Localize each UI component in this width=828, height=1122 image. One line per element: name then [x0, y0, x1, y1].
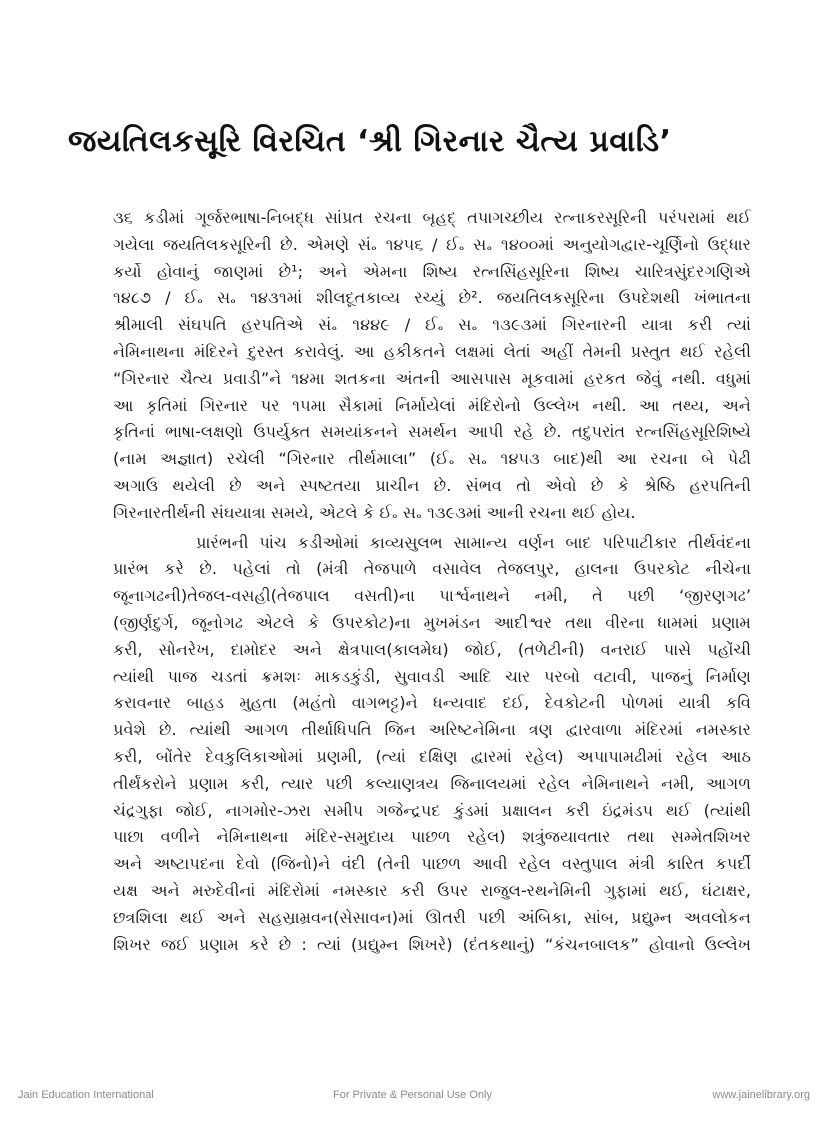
text-line: ત્યાંથી પાજ ચડતાં ક્રમશઃ માકડકુંડી, સુવાવડી આદિ ચાર પરબો વટાવી, પાજનું નિર્માણ [113, 666, 751, 686]
text-line: તીર્થંકરોને પ્રણામ કરી, ત્યાર પછી કલ્યાણત્રય જિનાલયમાં રહેલ નેમિનાથને નમી, આગળ [113, 773, 751, 793]
text-line: શિખર જઈ પ્રણામ કરે છે : ત્યાં (પ્રદ્યુમ્ન શિખરે) (દંતકથાનું) “કંચનબાલક” હોવાનો ઉલ્લેખ [113, 934, 751, 954]
text-line: (જીર્ણદુર્ગ, જૂનોગઢ એટલે કે ઉપરકોટ)ના મુખમંડન આદીશ્વર તથા વીરના ધામમાં પ્રણામ [113, 612, 751, 632]
text-line: પ્રવેશે છે. ત્યાંથી આગળ તીર્થાધિપતિ જિન અરિષ્ટનેમિના ત્રણ દ્વારવાળા મંદિરમાં નમસ્કાર [113, 720, 751, 740]
text-line: કરી, બોંતેર દેવકુલિકાઓમાં પ્રણમી, (ત્યાં દક્ષિણ દ્વારમાં રહેલ) અપાપામઢીમાં રહેલ આઠ [113, 746, 751, 766]
text-line: ગિરનારતીર્થની સંઘયાત્રા સમયે, એટલે કે ઈ૰ સ૰ ૧૩૯૩માં આની રચના થઈ હોય. [113, 502, 636, 522]
text-line: યક્ષ અને મરુદેવીનાં મંદિરોમાં નમસ્કાર કરી ઉપર રાજુલ-રથનેમિની ગુફામાં થઈ, ઘંટાક્ષર, [113, 880, 751, 900]
text-line: નેમિનાથના મંદિરને દુરસ્ત કરાવેલું. આ હકીકતને લક્ષમાં લેતાં અહીં તેમની પ્રસ્તુત થઈ રહેલી [113, 341, 751, 361]
text-line: પ્રારંભ કરે છે. પહેલાં તો (મંત્રી તેજપાળે વસાવેલ તેજલપુર, હાલના ઉપરકોટ નીચેના [113, 559, 751, 579]
page-footer [0, 1089, 828, 1105]
text-line: શ્રીમાલી સંઘપતિ હરપતિએ સં૰ ૧૪૪૯ / ઈ૰ સ૰ ૧૩૯૩માં ગિરનારની યાત્રા કરી ત્યાં [113, 315, 751, 335]
text-line: ૧૪૮૭ / ઈ૰ સ૰ ૧૪૩૧માં શીલદૂતકાવ્ય રચ્યું છે². જયતિલકસૂરિના ઉપદેશથી ખંભાતના [113, 288, 751, 308]
text-line: ગયેલા જયતિલકસૂરિની છે. એમણે સં૰ ૧૪૫૬ / ઈ૰ સ૰ ૧૪૦૦માં અનુયોગદ્વાર-ચૂર્ણિનો ઉદ્ધાર [113, 234, 751, 254]
text-line: છત્રશિલા થઈ અને સહસ્રામ્રવન(સેસાવન)માં ઊતરી પછી અંબિકા, સાંબ, પ્રદ્યુમ્ન અવલોકન [113, 907, 751, 927]
text-line: કરાવનાર બાહડ મુહતા (મહંતો વાગભટ્ટ)ને ધન્યવાદ દઈ, દેવકોટની પોળમાં યાત્રી કવિ [113, 693, 751, 713]
text-line: “ગિરનાર ચૈત્ય પ્રવાડી”ને ૧૪મા શતકના અંતની આસપાસ મૂકવામાં હરકત જેવું નથી. વધુમાં [113, 368, 751, 388]
text-line: અગાઉ થયેલી છે અને સ્પષ્ટતયા પ્રાચીન છે. સંભવ તો એવો છે કે શ્રેષ્ઠિ હરપતિની [113, 475, 751, 495]
text-line: કરી, સોનરેખ, દામોદર અને ક્ષેત્રપાલ(કાલમેઘ) જોઈ, (તળેટીની) વનરાઈ પાસે પહોંચી [113, 639, 751, 659]
footer-website-link[interactable]: www.jainelibrary.org [712, 1089, 810, 1101]
text-line: આ કૃતિમાં ગિરનાર પર ૧૫મા સૈકામાં નિર્માયેલાં મંદિરોનો ઉલ્લેખ નથી. આ તથ્ય, અને [113, 395, 751, 415]
text-line: પાછા વળીને નેમિનાથના મંદિર-સમુદાય પાછળ રહેલ) શત્રુંજયાવતાર તથા સમ્મેતશિખર [113, 827, 751, 847]
paragraph-1 [113, 205, 751, 527]
footer-publisher: Jain Education International [18, 1089, 154, 1101]
page-title: જયતિલકસૂરિ વિરચિત ‘શ્રી ગિરનાર ચૈત્ય પ્રવાડિ’ [68, 124, 672, 160]
paragraph-2 [113, 530, 751, 959]
text-line: (નામ અજ્ઞાત) રચેલી “ગિરનાર તીર્થમાલા” (ઈ૰ સ૰ ૧૪૫૩ બાદ)થી આ રચના બે પેઢી [113, 449, 751, 469]
text-line: ૩૬ કડીમાં ગૂર્જરભાષા-નિબદ્ધ સાંપ્રત રચના બૃહદ્ તપાગચ્છીય રત્નાકરસૂરિની પરંપરામાં થઈ [113, 208, 751, 227]
text-line: જૂનાગઢની)તેજલ-વસહી(તેજપાલ વસતી)ના પાર્શ્વનાથને નમી, તે પછી ‘જીરણગઢ’ [113, 586, 751, 606]
text-line: અને અષ્ટાપદના દેવો (જિનો)ને વંદી (તેની પાછળ આવી રહેલ વસ્તુપાલ મંત્રી કારિત કપર્દી [113, 854, 751, 874]
text-line: કર્યો હોવાનું જાણમાં છે¹; અને એમના શિષ્ય રત્નસિંહસૂરિના શિષ્ય ચારિત્રસુંદરગણિએ [113, 261, 751, 281]
text-line: પ્રારંભની પાંચ કડીઓમાં કાવ્યસુલભ સામાન્ય વર્ણન બાદ પરિપાટીકાર તીર્થવંદના [196, 532, 751, 552]
text-line: કૃતિનાં ભાષા-લક્ષણો ઉપર્યુક્ત સમયાંકનને સમર્થન આપી રહે છે. તદુપરાંત રત્નસિંહસૂરિશિષ્યે [113, 422, 751, 442]
article-body [113, 205, 751, 958]
text-line: ચંદ્રગુફા જોઈ, નાગમોર-ઝરા સમીપ ગજેન્દ્રપદ કુંડમાં પ્રક્ષાલન કરી ઇંદ્રમંડપ થઈ (ત્યાંથી [113, 800, 751, 820]
footer-usage-note: For Private & Personal Use Only [333, 1089, 492, 1101]
